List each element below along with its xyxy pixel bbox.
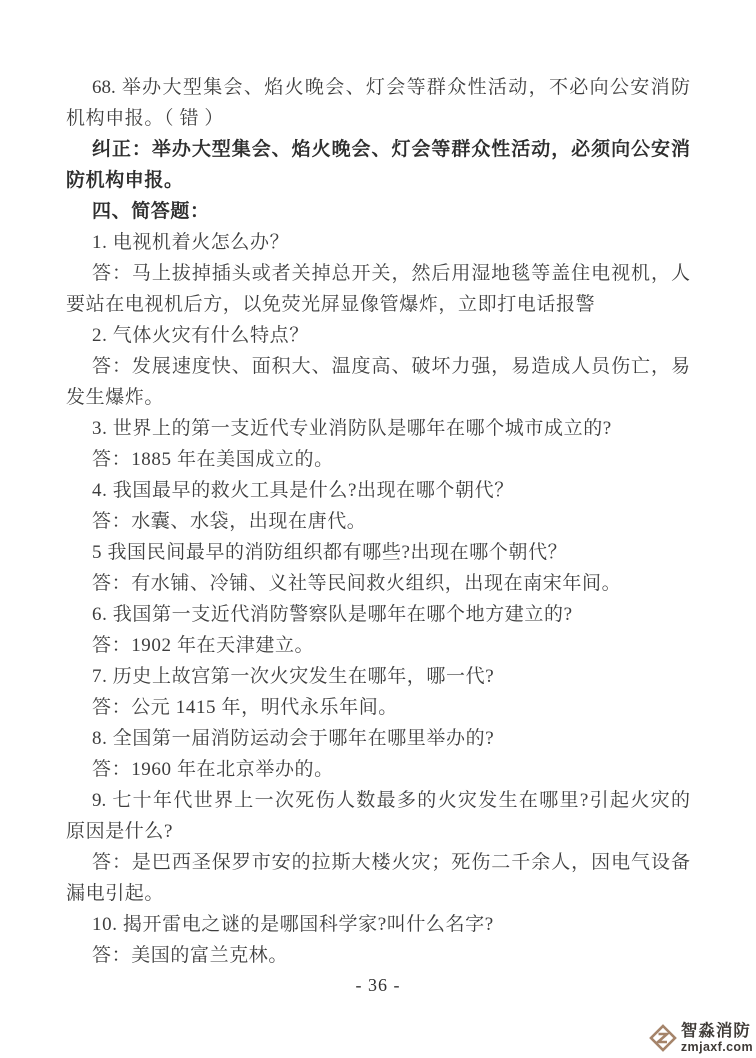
- watermark-brand-name: 智淼消防: [680, 1022, 751, 1040]
- text-line: 漏电引起。: [66, 883, 165, 904]
- text-line: 5 我国民间最早的消防组织都有哪些?出现在哪个朝代？: [92, 542, 568, 563]
- text-line: 7. 历史上故宫第一次火灾发生在哪年，哪一代?: [92, 666, 495, 687]
- document-body: [66, 72, 690, 971]
- text-line: 要站在电视机后方，以免荧光屏显像管爆炸，立即打电话报警: [66, 294, 596, 315]
- text-line: 答：1960 年在北京举办的。: [92, 759, 334, 780]
- text-line: 答：是巴西圣保罗市安的拉斯大楼火灾；死伤二千余人，因电气设备: [92, 852, 690, 873]
- text-line: 答：1885 年在美国成立的。: [92, 449, 334, 470]
- page-number: - 36 -: [355, 975, 401, 995]
- text-line: 机构申报。（ 错 ）: [66, 108, 225, 129]
- text-line: 2. 气体火灾有什么特点？: [92, 325, 309, 346]
- text-line: 10. 揭开雷电之谜的是哪国科学家?叫什么名字?: [92, 914, 494, 935]
- text-line: 1. 电视机着火怎么办？: [92, 232, 290, 253]
- watermark-logo: [648, 1023, 753, 1053]
- text-line: 发生爆炸。: [66, 387, 165, 408]
- text-line: 9. 七十年代世界上一次死伤人数最多的火灾发生在哪里?引起火灾的: [92, 790, 690, 811]
- text-line: 答：公元 1415 年，明代永乐年间。: [92, 697, 398, 718]
- text-line: 6. 我国第一支近代消防警察队是哪年在哪个地方建立的?: [92, 604, 573, 625]
- text-line: 答：美国的富兰克林。: [92, 945, 289, 966]
- text-line: 8. 全国第一届消防运动会于哪年在哪里举办的?: [92, 728, 495, 749]
- text-line: 3. 世界上的第一支近代专业消防队是哪年在哪个城市成立的?: [92, 418, 612, 439]
- text-line: 原因是什么?: [66, 821, 174, 842]
- text-line: 答：有水铺、冷铺、义社等民间救火组织，出现在南宋年间。: [92, 573, 622, 594]
- text-line: 答：1902 年在天津建立。: [92, 635, 315, 656]
- text-line: 答：水囊、水袋，出现在唐代。: [92, 511, 367, 532]
- text-line: 答：马上拔掉插头或者关掉总开关，然后用湿地毯等盖住电视机，人: [92, 263, 690, 284]
- zhimiao-brand-icon: [648, 1023, 678, 1053]
- text-line: 防机构申报。: [66, 170, 184, 191]
- text-line: 四、简答题：: [92, 201, 210, 222]
- watermark-site-url: zmjaxf.com: [680, 1039, 753, 1054]
- watermark-text-block: [681, 1023, 753, 1053]
- text-line: 答：发展速度快、面积大、温度高、破坏力强，易造成人员伤亡，易: [92, 356, 690, 377]
- text-line: 纠正：举办大型集会、焰火晚会、灯会等群众性活动，必须向公安消: [92, 139, 690, 160]
- text-line: 68. 举办大型集会、焰火晚会、灯会等群众性活动，不必向公安消防: [92, 77, 690, 98]
- text-line: 4. 我国最早的救火工具是什么?出现在哪个朝代？: [92, 480, 514, 501]
